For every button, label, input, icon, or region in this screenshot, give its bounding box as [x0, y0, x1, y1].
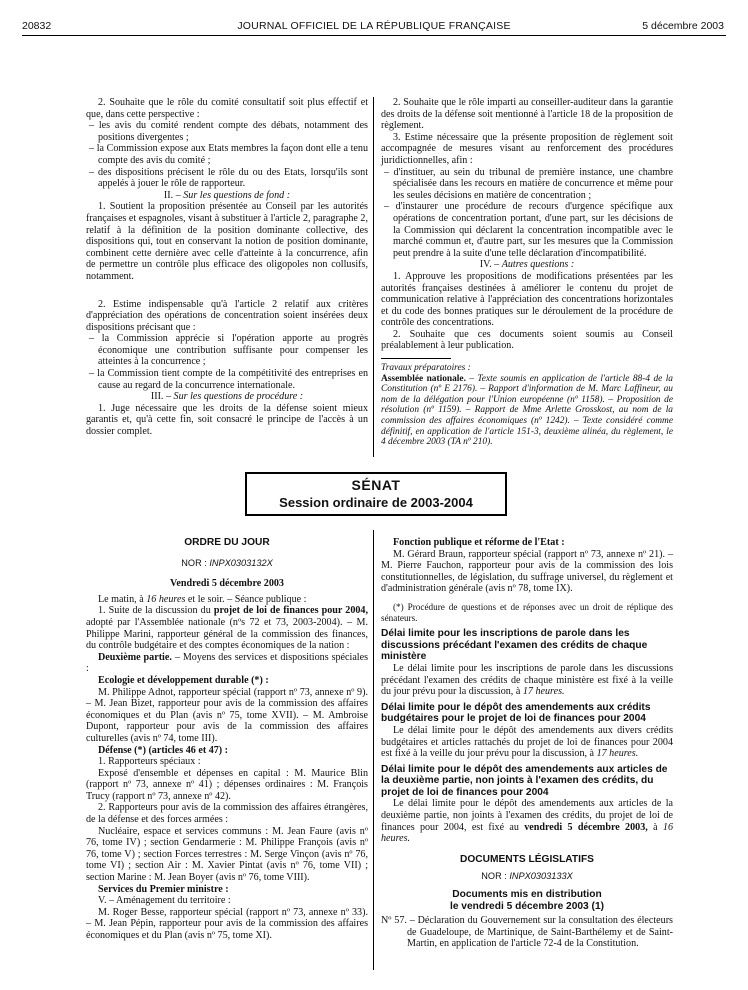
paragraph: 1. Approuve les propositions de modifications présentées par les autorités françaises destinées à améliorer le contenu du projet de communication relative à l'appréciation des concentrations horizontales et du code des bonnes pratiques sur le déroulement de la procédure de contrôle des concentrations.	[381, 270, 673, 329]
nor-reference: NOR : INPX0303132X	[181, 557, 273, 568]
nor-reference: NOR : INPX0303133X	[481, 871, 573, 882]
section-heading: II. – Sur les questions de fond :	[163, 189, 291, 201]
issue-date: 5 décembre 2003	[642, 20, 724, 32]
column-divider	[373, 97, 374, 457]
paragraph: 2. Estime indispensable qu'à l'article 2 relatif aux critères d'appréciation des opérations de concentration soient insérées deux dispositions précisant que :	[86, 298, 368, 333]
document-entry: Nº 57. – Déclaration du Gouvernement sur la consultation des électeurs de Guadeloupe, de Martinique, de Saint-Barthélemy et de Saint-Martin, en application de l'article 72-4 de la Constitution.	[381, 915, 673, 950]
deadline-heading: Délai limite pour le dépôt des amendements aux crédits budgétaires pour le projet de loi de finances pour 2004	[381, 701, 651, 725]
paragraph: 1. Suite de la discussion du projet de loi de finances pour 2004, adopté par l'Assemblée nationale (nºs 72 et 73, 2003-2004). – M. Philippe Marini, rapporteur général de la commission des finances, du contrôle budgétaire et des comptes économiques de la nation :	[86, 605, 368, 652]
senat-title: SÉNAT	[351, 477, 401, 493]
dash-item: – la Commission tient compte de la compétitivité des entreprises en cause au regard de la concurrence internationale.	[89, 368, 368, 391]
paragraph: 2. Rapporteurs pour avis de la commission des affaires étrangères, de la défense et des forces armées :	[86, 802, 368, 826]
dash-item: – d'instituer, au sein du tribunal de première instance, une chambre spécialisée dans les recours en matière de concurrence et même pour les seules décisions en matière de concentration ;	[384, 166, 673, 201]
travaux-preparatoires	[381, 358, 673, 448]
ordre-du-jour-heading: ORDRE DU JOUR	[184, 537, 270, 548]
dash-item: – des dispositions précisent le rôle du ou des Etats, lorsqu'ils sont appelés à jouer le rôle de rapporteur.	[89, 166, 368, 190]
column-divider	[373, 530, 374, 970]
paragraph: Deuxième partie. – Moyens des services et dispositions spéciales :	[86, 651, 369, 675]
senat-title-box	[245, 472, 507, 516]
paragraph: Exposé d'ensemble et dépenses en capital : M. Maurice Blin (rapport nº 73, annexe nº 41) ; dépenses ordinaires : M. François Trucy (rapport nº 73, annexe nº 42).	[86, 767, 368, 802]
paragraph: Le matin, à 16 heures et le soir. – Séance publique :	[98, 593, 307, 605]
sub-heading: Ecologie et développement durable (*) :	[98, 674, 269, 686]
travaux-title: Travaux préparatoires :	[381, 363, 471, 374]
paragraph: M. Roger Besse, rapporteur spécial (rapport nº 73, annexe nº 33). – M. Jean Pépin, rapporteur pour avis de la commission des affaires économiques et du Plan (avis nº 75, tome XI).	[86, 906, 368, 941]
paragraph: Le délai limite pour le dépôt des amendements aux divers crédits budgétaires et articles rattachés du projet de loi de finances pour 2004 est fixé à la veille du jour prévu pour la discussion, à 17 heures.	[381, 724, 673, 760]
travaux-text: Assemblée nationale. – Texte soumis en application de l'article 88-4 de la Constitution (nº E 2176). – Rapport d'information de M. Marc Laffineur, au nom de la délégation pour l'Union européenne (nº 1158). – Proposition de résolution (nº 1159). – Rapport de Mme Arlette Grosskost, au nom de la commission des affaires économiques (nº 1242). – Texte considéré comme définitif, en application de l'article 151-3, deuxième alinéa, du règlement, le 4 décembre 2003 (TA nº 210).	[381, 373, 673, 448]
deadline-heading: Délai limite pour les inscriptions de parole dans les discussions précédant l'examen des crédits de chaque ministère	[381, 628, 648, 663]
paragraph: 2. Souhaite que ces documents soient soumis au Conseil préalablement à leur publication.	[381, 328, 673, 352]
paragraph: M. Gérard Braun, rapporteur spécial (rapport nº 73, annexe nº 21). – M. Pierre Fauchon, rapporteur pour avis de la commission des lois constitutionnelles, de législation, du suffrage universel, du règlement et d'administration générale (avis nº 78, tome IX).	[381, 548, 673, 595]
section-heading: III. – Sur les questions de procédure :	[150, 391, 304, 403]
sub-heading: Fonction publique et réforme de l'Etat :	[393, 537, 565, 548]
section-heading: IV. – Autres questions :	[479, 259, 575, 271]
dash-item: – la Commission expose aux Etats membres la façon dont elle a tenu compte des avis du comité ;	[89, 143, 368, 166]
right-bottom-column	[381, 537, 673, 950]
sub-heading: Défense (*) (articles 46 et 47) :	[98, 744, 229, 756]
paragraph: V. – Aménagement du territoire :	[98, 895, 231, 907]
journal-title: JOURNAL OFFICIEL DE LA RÉPUBLIQUE FRANÇAISE	[237, 20, 511, 32]
sub-heading: Services du Premier ministre :	[98, 883, 229, 895]
session-title: Session ordinaire de 2003-2004	[279, 495, 473, 510]
paragraph: Le délai limite pour les inscriptions de parole dans les discussions précédant l'examen des crédits de chaque ministère est fixé à la veille du jour prévu pour la discussion, à 17 heures.	[381, 662, 673, 698]
right-top-column	[381, 97, 673, 448]
documents-heading: DOCUMENTS LÉGISLATIFS	[460, 853, 594, 865]
dash-item: – les avis du comité rendent compte des débats, notamment des positions divergentes ;	[89, 120, 368, 143]
distribution-heading: Documents mis en distribution	[452, 889, 602, 901]
paragraph: 2. Souhaite que le rôle du comité consultatif soit plus effectif et que, dans cette perspective :	[86, 97, 368, 120]
header-rule	[22, 35, 726, 36]
dash-item: – d'instaurer une procédure de recours d'urgence spécifique aux opérations de concentration portant, d'une part, sur les décisions de la Commission qui déclarent la concentration incompatible avec le marché commun et, d'autre part, sur les mesures que la Commission peut prendre à la suite d'une telle déclaration d'incompatibilité.	[384, 201, 673, 259]
paragraph: 2. Souhaite que le rôle imparti au conseiller-auditeur dans la garantie des droits de la défense soit mentionné à l'article 18 de la proposition de règlement.	[381, 97, 673, 132]
paragraph: M. Philippe Adnot, rapporteur spécial (rapport nº 73, annexe nº 9). – M. Jean Bizet, rapporteur pour avis de la commission des affaires économiques et du Plan (avis nº 75, tome XVII). – M. Ambroise Dupont, rapporteur pour avis de la commission des affaires culturelles (avis nº 74, tome III).	[86, 686, 368, 744]
day-heading: Vendredi 5 décembre 2003	[170, 578, 284, 590]
footnote: (*) Procédure de questions et de réponses avec un droit de réplique des sénateurs.	[381, 601, 673, 623]
dash-item: – la Commission apprécie si l'opération apporte au progrès économique une contribution suffisante pour compenser les atteintes à la concurrence ;	[89, 333, 368, 368]
paragraph: Le délai limite pour le dépôt des amendements aux articles de la deuxième partie, non joints à l'examen des crédits, du projet de loi de finances pour 2004, est fixé au vendredi 5 décembre 2003, à 16 heures.	[381, 798, 674, 845]
paragraph: 3. Estime nécessaire que la présente proposition de règlement soit accompagnée de mesures visant au renforcement des procédures juridictionnelles, afin :	[381, 131, 673, 166]
deadline-heading: Délai limite pour le dépôt des amendements aux articles de la deuxième partie, non joints à l'examen des crédits, du projet de loi de finances pour 2004	[381, 763, 668, 798]
left-bottom-column	[86, 537, 368, 942]
paragraph: 1. Soutient la proposition présentée au Conseil par les autorités françaises et espagnoles, visant à substituer à l'article 2, paragraphe 2, relatif à la définition de la position dominante collective, des dispositions qui, tout en conservant la notion de position dominante, combinent cette dernière avec celle d'atteinte à la concurrence, afin de permettre un contrôle plus efficace des oligopoles non collusifs, notamment.	[86, 201, 368, 282]
paragraph: 1. Juge nécessaire que les droits de la défense soient mieux garantis et, qu'à cette fin, soit consacré le principe de l'accès à un dossier complet.	[86, 402, 368, 438]
paragraph: 1. Rapporteurs spéciaux :	[98, 756, 201, 768]
distribution-date: le vendredi 5 décembre 2003 (1)	[449, 900, 605, 912]
left-top-column	[86, 97, 368, 438]
page-number: 20832	[22, 20, 52, 32]
paragraph: Nucléaire, espace et services communs : M. Jean Faure (avis nº 76, tome IV) ; section Gendarmerie : M. Philippe François (avis nº 76, tome V) ; section Forces terrestres : M. Serge Vinçon (avis nº 76, tome VI) ; section Air : M. Xavier Pintat (avis nº 76, tome VII) ; section Marine : M. Jean Boyer (avis nº 76, tome VIII).	[86, 825, 368, 884]
